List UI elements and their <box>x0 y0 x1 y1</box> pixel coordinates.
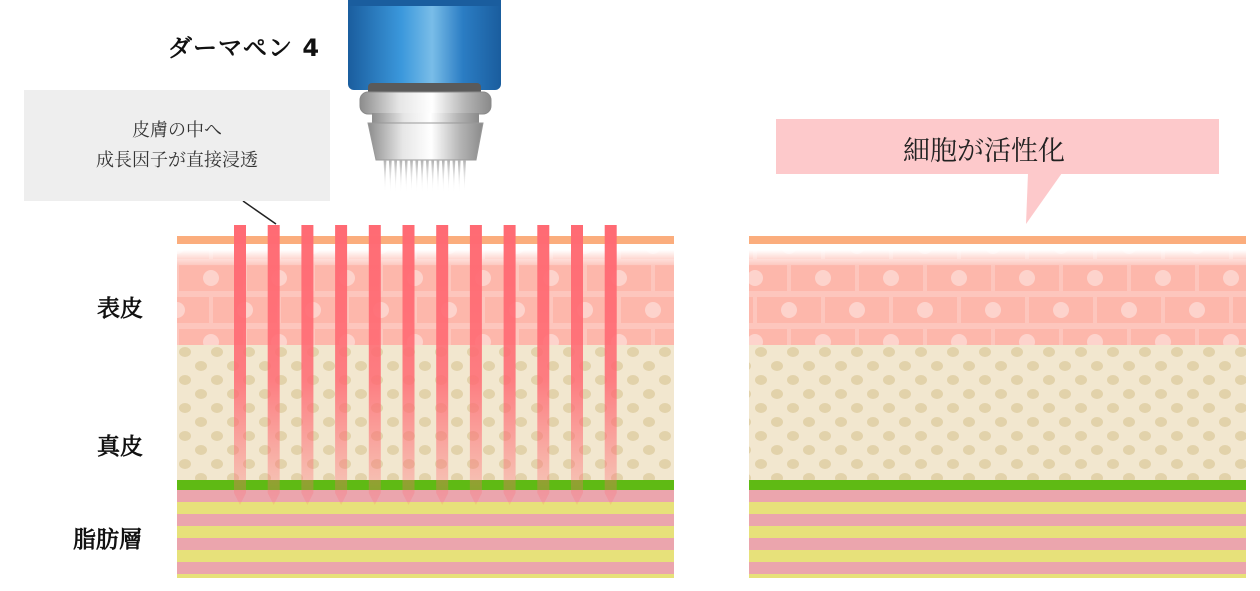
result-text: 細胞が活性化 <box>903 136 1065 167</box>
needle-channel <box>369 225 381 505</box>
pen-tip-needle <box>389 160 392 193</box>
basement-membrane <box>749 480 1246 490</box>
pen-tip-needles <box>384 160 466 193</box>
needle-channel <box>605 225 617 505</box>
label-epidermis: 表皮 <box>97 296 143 322</box>
note-box <box>24 90 330 201</box>
pen-tip-needle <box>463 160 466 193</box>
pen-tip-needle <box>415 160 418 193</box>
needle-channel <box>301 225 313 505</box>
pen-tip-needle <box>421 160 424 193</box>
skin-panel-left <box>177 236 674 578</box>
pen-tip-needle <box>447 160 450 193</box>
needle-channel <box>470 225 482 505</box>
dermis-layer <box>177 345 674 480</box>
pen-tip-needle <box>394 160 397 193</box>
skin-panel-right <box>749 236 1246 578</box>
pen-tip-needle <box>405 160 408 193</box>
skin-surface-line <box>177 236 674 244</box>
pen-tip-needle <box>384 160 387 193</box>
pen-tip-needle <box>442 160 445 193</box>
needle-channel <box>436 225 448 505</box>
fat-layer <box>749 490 1246 578</box>
note-pointer-line <box>243 201 276 224</box>
pen-tip-needle <box>431 160 434 193</box>
note-line-2: 成長因子が直接浸透 <box>96 149 258 171</box>
skin-surface-line <box>749 236 1246 244</box>
label-dermis: 真皮 <box>97 434 143 460</box>
needle-channel <box>403 225 415 505</box>
dermapen-device <box>348 0 501 193</box>
needle-channel <box>537 225 549 505</box>
fat-layer <box>177 490 674 578</box>
pen-tip-needle <box>453 160 456 193</box>
pen-tip <box>368 123 483 160</box>
needle-channel <box>504 225 516 505</box>
pen-tip-needle <box>400 160 403 193</box>
label-fat: 脂肪層 <box>73 527 142 553</box>
product-title: ダーマペン 4 <box>168 34 321 62</box>
pen-tip-needle <box>437 160 440 193</box>
needle-channel <box>268 225 280 505</box>
pen-tip-needle <box>426 160 429 193</box>
pen-tip-needle <box>410 160 413 193</box>
note-line-1: 皮膚の中へ <box>132 119 222 141</box>
needle-channel <box>571 225 583 505</box>
basement-membrane <box>177 480 674 490</box>
needle-channel <box>234 225 246 505</box>
dermis-layer <box>749 345 1246 480</box>
pen-tip-needle <box>458 160 461 193</box>
needle-channel <box>335 225 347 505</box>
pen-body <box>348 0 501 90</box>
